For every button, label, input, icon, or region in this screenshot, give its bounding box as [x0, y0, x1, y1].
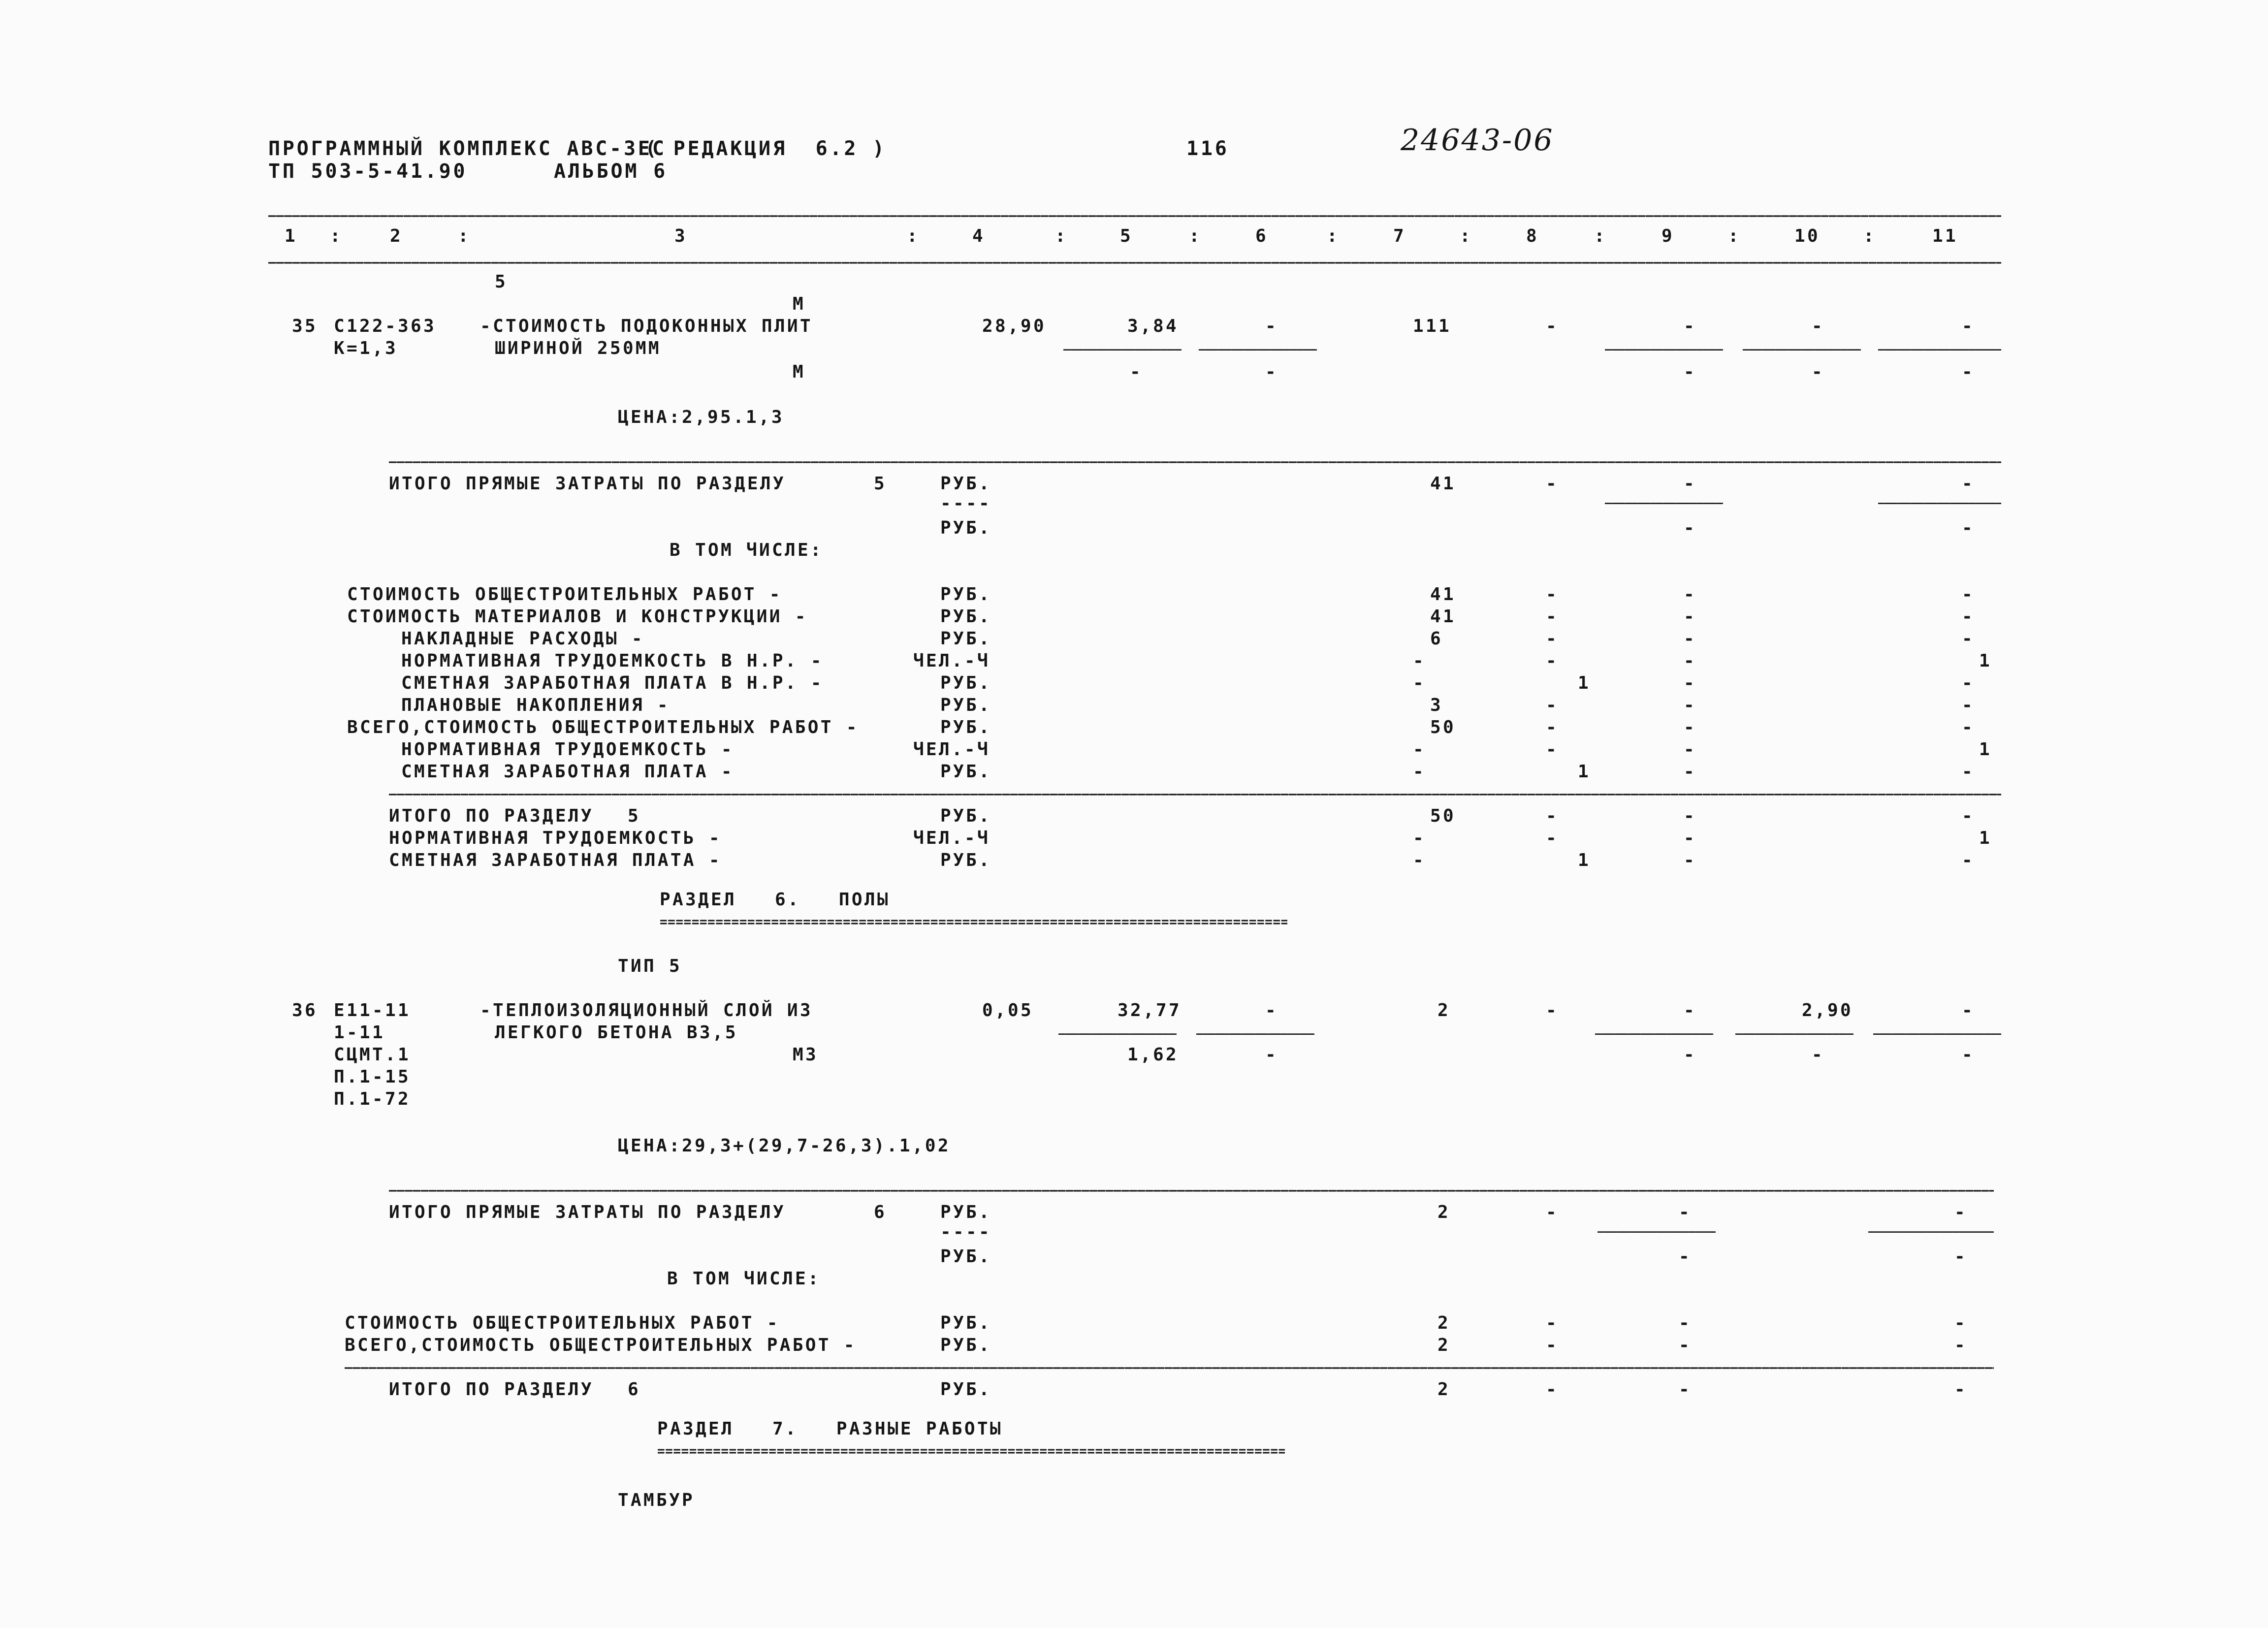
- section5-total-num: 5: [628, 806, 640, 826]
- section5-total-c7: 50: [1430, 806, 1456, 826]
- item36-c4: 0,05: [982, 1000, 1033, 1021]
- section6-breakdown-c7: 2: [1437, 1335, 1450, 1355]
- section5-breakdown-unit: ЧЕЛ.-Ч: [913, 739, 990, 760]
- section6-breakdown-label: ВСЕГО,СТОИМОСТЬ ОБЩЕСТРОИТЕЛЬНЫХ РАБОТ -: [345, 1335, 857, 1355]
- section5-breakdown-c11: 1: [1979, 739, 1992, 760]
- section6-direct-total-unit: РУБ.: [940, 1202, 991, 1222]
- section6-total-num: 6: [628, 1379, 640, 1400]
- section5-breakdown-c9: -: [1684, 584, 1696, 605]
- section5-total-c9: -: [1684, 806, 1696, 826]
- section6-direct-total-unit2: РУБ.: [940, 1246, 991, 1267]
- section5-breakdown-c11: 1: [1979, 651, 1992, 671]
- page-number: 116: [1186, 137, 1229, 160]
- item36-dash-c9: [1595, 1029, 1713, 1040]
- project-code: ТП 503-5-41.90: [268, 160, 468, 183]
- section6-breakdown-c8: -: [1546, 1313, 1559, 1333]
- section5-direct-total-c8: -: [1546, 474, 1559, 494]
- section6-total-rule: [389, 1184, 1994, 1197]
- item35-price: ЦЕНА:2,95.1,3: [618, 407, 784, 427]
- header-rule: [268, 256, 2001, 269]
- item35-c4: 28,90: [982, 316, 1046, 336]
- item36-ref2: СЦМТ.1: [334, 1045, 411, 1065]
- section5-breakdown-c8: -: [1546, 629, 1559, 649]
- item35-dash-c5: [1063, 345, 1182, 355]
- section6-breakdown-c11: -: [1954, 1335, 1967, 1355]
- item36-c9: -: [1684, 1000, 1696, 1021]
- section5-breakdown-c7: 3: [1430, 695, 1443, 715]
- section5-breakdown-unit: РУБ.: [940, 629, 991, 649]
- section6-breakdown-c11: -: [1954, 1313, 1967, 1333]
- section6-total-label: ИТОГО ПО РАЗДЕЛУ: [389, 1379, 594, 1400]
- item35-unit: М: [793, 362, 805, 382]
- item35-r3c11: -: [1962, 362, 1975, 382]
- section5-direct-total-r3c9: -: [1684, 518, 1696, 538]
- section5-total-c7: -: [1413, 828, 1426, 848]
- section5-direct-dash-c11: [1878, 498, 2001, 509]
- section5-breakdown-c9: -: [1684, 673, 1696, 693]
- section5-total-c11: 1: [1979, 828, 1992, 848]
- section6-breakdown-unit: РУБ.: [940, 1313, 991, 1333]
- section5-breakdown-label: ВСЕГО,СТОИМОСТЬ ОБЩЕСТРОИТЕЛЬНЫХ РАБОТ -: [347, 717, 859, 737]
- section6-total-unit: РУБ.: [940, 1379, 991, 1400]
- item35-code: С122-363: [334, 316, 436, 336]
- col-sep: :: [1594, 226, 1607, 246]
- section5-breakdown-label: ПЛАНОВЫЕ НАКОПЛЕНИЯ -: [401, 695, 670, 715]
- col-8: 8: [1526, 226, 1539, 246]
- item35-coef: К=1,3: [334, 338, 398, 358]
- section5-total-c11: -: [1962, 850, 1975, 870]
- col-sep: :: [1055, 226, 1068, 246]
- col-sep: :: [330, 226, 343, 246]
- section6-total-c11: -: [1954, 1379, 1967, 1400]
- section6-breakdown-c8: -: [1546, 1335, 1559, 1355]
- item36-dash-c6: [1196, 1029, 1314, 1040]
- item36-c5: 32,77: [1118, 1000, 1182, 1021]
- section5-breakdown-c9: -: [1684, 651, 1696, 671]
- item36-desc1: -ТЕПЛОИЗОЛЯЦИОННЫЙ СЛОЙ ИЗ: [480, 1000, 813, 1021]
- section5-direct-dash-c9: [1605, 498, 1723, 509]
- item35-desc2: ШИРИНОЙ 250ММ: [495, 338, 661, 358]
- col-11: 11: [1932, 226, 1958, 246]
- section6-total-c9: -: [1679, 1379, 1692, 1400]
- item36-c10: 2,90: [1802, 1000, 1853, 1021]
- section5-total-c11: -: [1962, 806, 1975, 826]
- section5-total-c8: -: [1546, 828, 1559, 848]
- section5-total-c9: -: [1684, 828, 1696, 848]
- section6-direct-total-label: ИТОГО ПРЯМЫЕ ЗАТРАТЫ ПО РАЗДЕЛУ: [389, 1202, 786, 1222]
- item35-c10: -: [1812, 316, 1824, 336]
- section6-direct-total-r3c9: -: [1679, 1246, 1692, 1267]
- item35-r3c9: -: [1684, 362, 1696, 382]
- section5-including: В ТОМ ЧИСЛЕ:: [670, 540, 823, 560]
- section5-breakdown-c9: -: [1684, 695, 1696, 715]
- section5-breakdown-rule: [389, 788, 2001, 800]
- col-3: 3: [674, 226, 687, 246]
- section5-breakdown-unit: РУБ.: [940, 584, 991, 605]
- section5-breakdown-c9: -: [1684, 762, 1696, 782]
- program-name: ПРОГРАММНЫЙ КОМПЛЕКС АВС-3ЕС: [268, 137, 667, 160]
- item36-r3c10: -: [1812, 1045, 1824, 1065]
- col-9: 9: [1661, 226, 1674, 246]
- carry-section-number: 5: [495, 272, 508, 292]
- section5-breakdown-c9: -: [1684, 739, 1696, 760]
- item36-r3c5: 1,62: [1127, 1045, 1179, 1065]
- section6-total-c8: -: [1546, 1379, 1559, 1400]
- section5-total-rule: [389, 455, 2001, 468]
- section5-direct-total-c9: -: [1684, 474, 1696, 494]
- col-sep: :: [458, 226, 471, 246]
- item36-desc2: ЛЕГКОГО БЕТОНА В3,5: [495, 1022, 738, 1043]
- col-sep: :: [1460, 226, 1472, 246]
- col-6: 6: [1255, 226, 1268, 246]
- item35-c7: 111: [1413, 316, 1451, 336]
- section5-breakdown-unit: РУБ.: [940, 762, 991, 782]
- col-sep: :: [1189, 226, 1202, 246]
- section5-direct-total-c11: -: [1962, 474, 1975, 494]
- section6-direct-total-c7: 2: [1437, 1202, 1450, 1222]
- handwritten-number: 24643-06: [1401, 123, 1554, 158]
- section5-breakdown-label: СТОИМОСТЬ МАТЕРИАЛОВ И КОНСТРУКЦИИ -: [347, 607, 808, 627]
- col-7: 7: [1393, 226, 1406, 246]
- section5-total-label: СМЕТНАЯ ЗАРАБОТНАЯ ПЛАТА -: [389, 850, 722, 870]
- section6-direct-dash-c9: [1597, 1227, 1716, 1238]
- item35-number: 35: [292, 316, 318, 336]
- section5-breakdown-c7: 41: [1430, 584, 1456, 605]
- item35-c9: -: [1684, 316, 1696, 336]
- item35-c5: 3,84: [1127, 316, 1179, 336]
- section6-breakdown-c7: 2: [1437, 1313, 1450, 1333]
- section5-breakdown-c8: -: [1546, 584, 1559, 605]
- section6-direct-total-num: 6: [874, 1202, 887, 1222]
- section5-total-c8: 1: [1578, 850, 1591, 870]
- item36-c7: 2: [1437, 1000, 1450, 1021]
- section5-direct-total-dash: ----: [940, 493, 991, 513]
- section5-breakdown-label: СТОИМОСТЬ ОБЩЕСТРОИТЕЛЬНЫХ РАБОТ -: [347, 584, 782, 605]
- top-rule: [268, 209, 2001, 222]
- section5-breakdown-c9: -: [1684, 629, 1696, 649]
- section6-title: РАЗДЕЛ 6. ПОЛЫ: [660, 890, 890, 910]
- section5-breakdown-unit: РУБ.: [940, 717, 991, 737]
- item35-r3c5: -: [1130, 362, 1143, 382]
- section5-total-c8: -: [1546, 806, 1559, 826]
- section7-title: РАЗДЕЛ 7. РАЗНЫЕ РАБОТЫ: [657, 1419, 1003, 1439]
- section6-breakdown-c9: -: [1679, 1313, 1692, 1333]
- section5-breakdown-c11: -: [1962, 762, 1975, 782]
- col-sep: :: [907, 226, 920, 246]
- col-2: 2: [390, 226, 403, 246]
- section5-total-unit: РУБ.: [940, 806, 991, 826]
- edition: ( РЕДАКЦИЯ 6.2 ): [645, 137, 887, 160]
- section6-breakdown-rule: [345, 1361, 1994, 1374]
- item36-unit: М3: [793, 1045, 818, 1065]
- item36-number: 36: [292, 1000, 318, 1021]
- section5-breakdown-c8: -: [1546, 739, 1559, 760]
- item36-dash-c5: [1058, 1029, 1177, 1040]
- section6-direct-total-dash: ----: [940, 1222, 991, 1242]
- section5-breakdown-c8: 1: [1578, 673, 1591, 693]
- col-1: 1: [285, 226, 297, 246]
- item35-c8: -: [1546, 316, 1559, 336]
- item36-r3c9: -: [1684, 1045, 1696, 1065]
- section6-direct-dash-c11: [1868, 1227, 1994, 1238]
- section5-breakdown-c9: -: [1684, 717, 1696, 737]
- section5-direct-total-unit: РУБ.: [940, 474, 991, 494]
- section6-direct-total-c11: -: [1954, 1202, 1967, 1222]
- item36-c6: -: [1265, 1000, 1278, 1021]
- album: АЛЬБОМ 6: [554, 160, 668, 183]
- section5-total-c9: -: [1684, 850, 1696, 870]
- section5-total-label: НОРМАТИВНАЯ ТРУДОЕМКОСТЬ -: [389, 828, 722, 848]
- section5-breakdown-c7: -: [1413, 651, 1426, 671]
- section6-total-c7: 2: [1437, 1379, 1450, 1400]
- section6-breakdown-unit: РУБ.: [940, 1335, 991, 1355]
- item35-dash-c10: [1743, 345, 1861, 355]
- section5-breakdown-c7: 50: [1430, 717, 1456, 737]
- col-10: 10: [1794, 226, 1820, 246]
- item36-c11: -: [1962, 1000, 1975, 1021]
- section5-breakdown-c7: 6: [1430, 629, 1443, 649]
- section6-direct-total-c8: -: [1546, 1202, 1559, 1222]
- section5-direct-total-num: 5: [874, 474, 887, 494]
- item36-c8: -: [1546, 1000, 1559, 1021]
- section5-breakdown-c8: -: [1546, 717, 1559, 737]
- section5-breakdown-c8: -: [1546, 651, 1559, 671]
- section5-breakdown-c7: -: [1413, 762, 1426, 782]
- item36-code: Е11-11: [334, 1000, 411, 1021]
- section6-direct-total-r3c11: -: [1954, 1246, 1967, 1267]
- section5-breakdown-unit: РУБ.: [940, 673, 991, 693]
- item36-dash-c11: [1873, 1029, 2001, 1040]
- section5-direct-total-c7: 41: [1430, 474, 1456, 494]
- item36-ref1: 1-11: [334, 1022, 385, 1043]
- section5-total-label: ИТОГО ПО РАЗДЕЛУ: [389, 806, 594, 826]
- section6-breakdown-c9: -: [1679, 1335, 1692, 1355]
- section6-including: В ТОМ ЧИСЛЕ:: [667, 1269, 821, 1289]
- section5-breakdown-unit: ЧЕЛ.-Ч: [913, 651, 990, 671]
- col-sep: :: [1728, 226, 1741, 246]
- item36-price: ЦЕНА:29,3+(29,7-26,3).1,02: [618, 1136, 951, 1156]
- item36-ref3: П.1-15: [334, 1067, 411, 1087]
- section5-breakdown-label: СМЕТНАЯ ЗАРАБОТНАЯ ПЛАТА В Н.Р. -: [401, 673, 824, 693]
- item35-desc1: -СТОИМОСТЬ ПОДОКОННЫХ ПЛИТ: [480, 316, 813, 336]
- section5-direct-total-label: ИТОГО ПРЯМЫЕ ЗАТРАТЫ ПО РАЗДЕЛУ: [389, 474, 786, 494]
- item36-ref4: П.1-72: [334, 1089, 411, 1109]
- section5-direct-total-unit2: РУБ.: [940, 518, 991, 538]
- section5-breakdown-c9: -: [1684, 607, 1696, 627]
- col-4: 4: [972, 226, 985, 246]
- section5-breakdown-c11: -: [1962, 607, 1975, 627]
- section5-breakdown-c7: -: [1413, 739, 1426, 760]
- col-sep: :: [1863, 226, 1876, 246]
- col-5: 5: [1120, 226, 1133, 246]
- item35-dash-c11: [1878, 345, 2001, 355]
- item35-r3c10: -: [1812, 362, 1824, 382]
- section5-breakdown-c7: 41: [1430, 607, 1456, 627]
- section5-breakdown-label: НОРМАТИВНАЯ ТРУДОЕМКОСТЬ В Н.Р. -: [401, 651, 824, 671]
- item35-c6: -: [1265, 316, 1278, 336]
- section5-breakdown-c11: -: [1962, 629, 1975, 649]
- section5-total-unit: РУБ.: [940, 850, 991, 870]
- section5-breakdown-c11: -: [1962, 584, 1975, 605]
- section5-breakdown-c7: -: [1413, 673, 1426, 693]
- item35-dash-c9: [1605, 345, 1723, 355]
- section5-breakdown-label: СМЕТНАЯ ЗАРАБОТНАЯ ПЛАТА -: [401, 762, 734, 782]
- section5-direct-total-r3c11: -: [1962, 518, 1975, 538]
- col-sep: :: [1327, 226, 1340, 246]
- section5-breakdown-c11: -: [1962, 695, 1975, 715]
- item36-r3c6: -: [1265, 1045, 1278, 1065]
- section6-type: ТИП 5: [618, 956, 682, 976]
- section5-breakdown-c8: -: [1546, 607, 1559, 627]
- section5-breakdown-unit: РУБ.: [940, 607, 991, 627]
- section6-breakdown-label: СТОИМОСТЬ ОБЩЕСТРОИТЕЛЬНЫХ РАБОТ -: [345, 1313, 780, 1333]
- item35-r3c6: -: [1265, 362, 1278, 382]
- item35-dash-c6: [1199, 345, 1317, 355]
- section5-breakdown-c11: -: [1962, 717, 1975, 737]
- section6-title-underline: [660, 916, 1287, 928]
- section5-total-c7: -: [1413, 850, 1426, 870]
- item36-dash-c10: [1735, 1029, 1853, 1040]
- section5-breakdown-c8: 1: [1578, 762, 1591, 782]
- section5-breakdown-label: НАКЛАДНЫЕ РАСХОДЫ -: [401, 629, 644, 649]
- section6-direct-total-c9: -: [1679, 1202, 1692, 1222]
- section5-breakdown-label: НОРМАТИВНАЯ ТРУДОЕМКОСТЬ -: [401, 739, 734, 760]
- section5-breakdown-c8: -: [1546, 695, 1559, 715]
- section7-title-underline: [657, 1445, 1285, 1458]
- item36-r3c11: -: [1962, 1045, 1975, 1065]
- section5-breakdown-unit: РУБ.: [940, 695, 991, 715]
- section5-total-unit: ЧЕЛ.-Ч: [913, 828, 990, 848]
- section5-breakdown-c11: -: [1962, 673, 1975, 693]
- item35-unit-top: М: [793, 294, 805, 314]
- item35-c11: -: [1962, 316, 1975, 336]
- section7-subtitle: ТАМБУР: [618, 1490, 695, 1510]
